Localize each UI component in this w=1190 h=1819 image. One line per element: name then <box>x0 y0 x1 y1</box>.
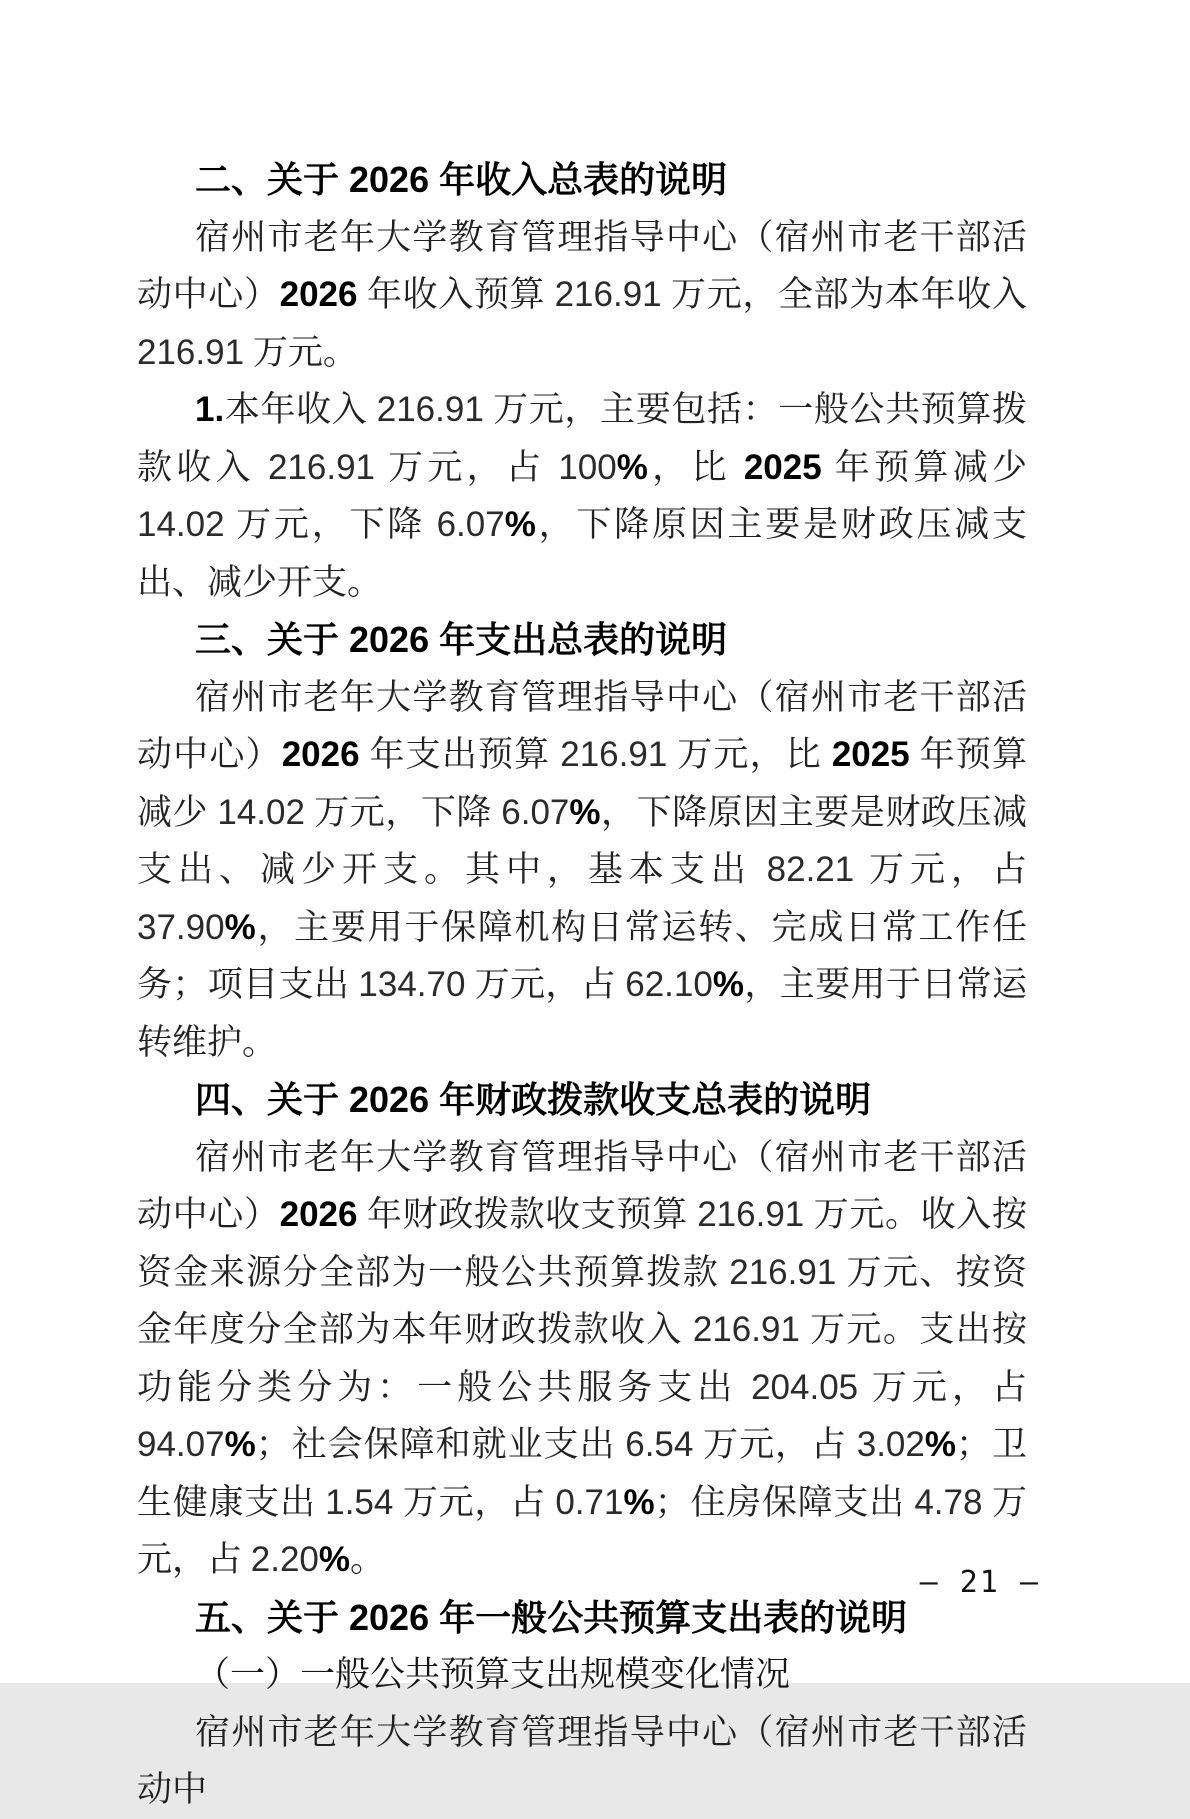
text-segment: 五、关于 2026 年一般公共预算支出表的说明 <box>195 1596 908 1638</box>
text-segment: （一）一般公共预算支出规模变化情况 <box>195 1655 791 1694</box>
text-segment: 万元，占 <box>858 1367 1036 1407</box>
text-segment: 宿州市老年大学教育管理指导中心（宿州市老干部活动中心） <box>137 677 1027 774</box>
text-segment: ；卫生健康支出 <box>137 1425 1027 1522</box>
text-segment: 204.05 <box>751 1367 859 1407</box>
text-segment: 万元，主要包括：一般公共预算拨款收入 <box>137 390 1027 487</box>
document-body <box>137 151 1036 1819</box>
text-segment: 年支出预算 <box>359 735 561 774</box>
text-segment: 216.91 <box>267 447 376 487</box>
text-segment: 万元，占 <box>137 1482 1027 1579</box>
text-segment: 216.91 <box>697 1195 805 1234</box>
section-5-heading <box>137 1589 1027 1647</box>
text-segment: 62.10 <box>625 965 713 1004</box>
text-segment: 万元，占 <box>393 1482 556 1522</box>
text-segment: 1.54 <box>325 1482 394 1522</box>
section-5-subheading-1 <box>137 1646 1027 1704</box>
text-segment: 216.91 <box>692 1310 800 1349</box>
text-segment: % <box>224 907 256 947</box>
text-segment: 0.71 <box>555 1482 624 1522</box>
text-segment: 134.70 <box>358 965 466 1004</box>
text-segment: 3.02 <box>856 1425 925 1464</box>
section-2-paragraph-1 <box>137 209 1036 382</box>
text-segment: 万元。 <box>244 332 358 372</box>
text-segment: ，下降原因主要是财政压减支出、减少开支。其中，基本支出 <box>137 792 1027 889</box>
text-segment: % <box>924 1425 956 1464</box>
text-segment: 万元，下降 <box>304 792 502 832</box>
text-segment: 年收入预算 <box>357 275 555 314</box>
text-segment: 216.91 <box>376 390 484 429</box>
section-4-heading <box>137 1071 1027 1129</box>
section-3-heading <box>137 611 1027 669</box>
text-segment: % <box>504 505 536 544</box>
text-segment: 14.02 <box>137 505 225 544</box>
text-segment: 万元，比 <box>667 735 832 774</box>
section-2-heading <box>137 151 1027 209</box>
text-segment: 82.21 <box>766 850 855 889</box>
text-segment: 二、关于 2026 年收入总表的说明 <box>195 159 728 200</box>
text-segment: 宿州市老年大学教育管理指导中心（宿州市老干部活动中心） <box>137 217 1027 314</box>
text-segment: % <box>569 792 601 832</box>
text-segment: 万元，下降 <box>224 505 437 544</box>
text-segment: % <box>318 1540 351 1579</box>
text-segment: 万元。收入按资金来源分全部为一般公共预算拨款 <box>137 1195 1027 1292</box>
section-3-paragraph-1 <box>137 669 1036 1072</box>
text-segment: 2026 <box>281 735 360 774</box>
text-segment: % <box>712 965 744 1004</box>
text-segment: % <box>224 1425 256 1464</box>
text-segment: 四、关于 2026 年财政拨款收支总表的说明 <box>195 1079 872 1120</box>
text-segment: ，下降原因主要是财政压减支出、减少开支。 <box>137 505 1027 602</box>
text-segment: 216.91 <box>554 275 662 314</box>
text-segment: 100 <box>558 447 617 487</box>
section-5-paragraph-1 <box>137 1704 1027 1819</box>
text-segment: 2.20 <box>250 1540 319 1579</box>
text-segment: 万元、按资金年度分全部为本年财政拨款收入 <box>137 1252 1027 1349</box>
text-segment: 年预算减少 <box>821 447 1036 487</box>
text-segment: 94.07 <box>137 1425 225 1464</box>
text-segment: ；住房保障支出 <box>654 1482 915 1522</box>
text-segment: 6.07 <box>436 505 505 544</box>
text-segment: 216.91 <box>729 1252 837 1292</box>
text-segment: 6.07 <box>501 792 570 832</box>
text-segment: 2025 <box>743 447 822 487</box>
text-segment: 1. <box>195 390 225 429</box>
text-segment: 2026 <box>279 275 358 314</box>
text-segment: 万元，占 <box>465 965 626 1004</box>
text-segment: 2026 <box>279 1195 358 1234</box>
text-segment: ，比 <box>647 447 744 487</box>
text-segment: 万元，占 <box>693 1425 857 1464</box>
text-segment: ，主要用于日常运转维护。 <box>137 965 1027 1062</box>
text-segment: 。 <box>350 1540 386 1579</box>
text-segment: 本年收入 <box>224 390 377 429</box>
text-segment: 年财政拨款收支预算 <box>357 1195 698 1234</box>
text-segment: 2025 <box>831 735 910 774</box>
text-segment: 6.54 <box>625 1425 694 1464</box>
text-segment: 万元，全部为本年收入 <box>661 275 1036 314</box>
text-segment: 三、关于 2026 年支出总表的说明 <box>195 619 728 660</box>
text-segment: % <box>623 1482 655 1522</box>
text-segment: 4.78 <box>914 1482 983 1522</box>
text-segment: % <box>616 447 648 487</box>
text-segment: 216.91 <box>137 332 245 372</box>
text-segment: 年预算减少 <box>137 735 1027 832</box>
text-segment: ；社会保障和就业支出 <box>255 1425 626 1464</box>
section-2-paragraph-2 <box>137 381 1036 611</box>
text-segment: 37.90 <box>137 907 225 947</box>
text-segment: 万元，占 <box>854 850 1036 889</box>
text-segment: 万元，占 <box>375 447 559 487</box>
text-segment: ，主要用于保障机构日常运转、完成日常工作任务；项目支出 <box>137 907 1027 1004</box>
text-segment: 宿州市老年大学教育管理指导中心（宿州市老干部活动中心） <box>137 1137 1027 1234</box>
page-number: – 21 – <box>919 1565 1040 1600</box>
section-4-paragraph-1 <box>137 1129 1036 1589</box>
text-segment: 万元。支出按功能分类分为：一般公共服务支出 <box>137 1310 1027 1407</box>
text-segment: 宿州市老年大学教育管理指导中心（宿州市老干部活动中 <box>137 1712 1027 1809</box>
text-segment: 216.91 <box>560 735 668 774</box>
text-segment: 14.02 <box>217 792 305 832</box>
